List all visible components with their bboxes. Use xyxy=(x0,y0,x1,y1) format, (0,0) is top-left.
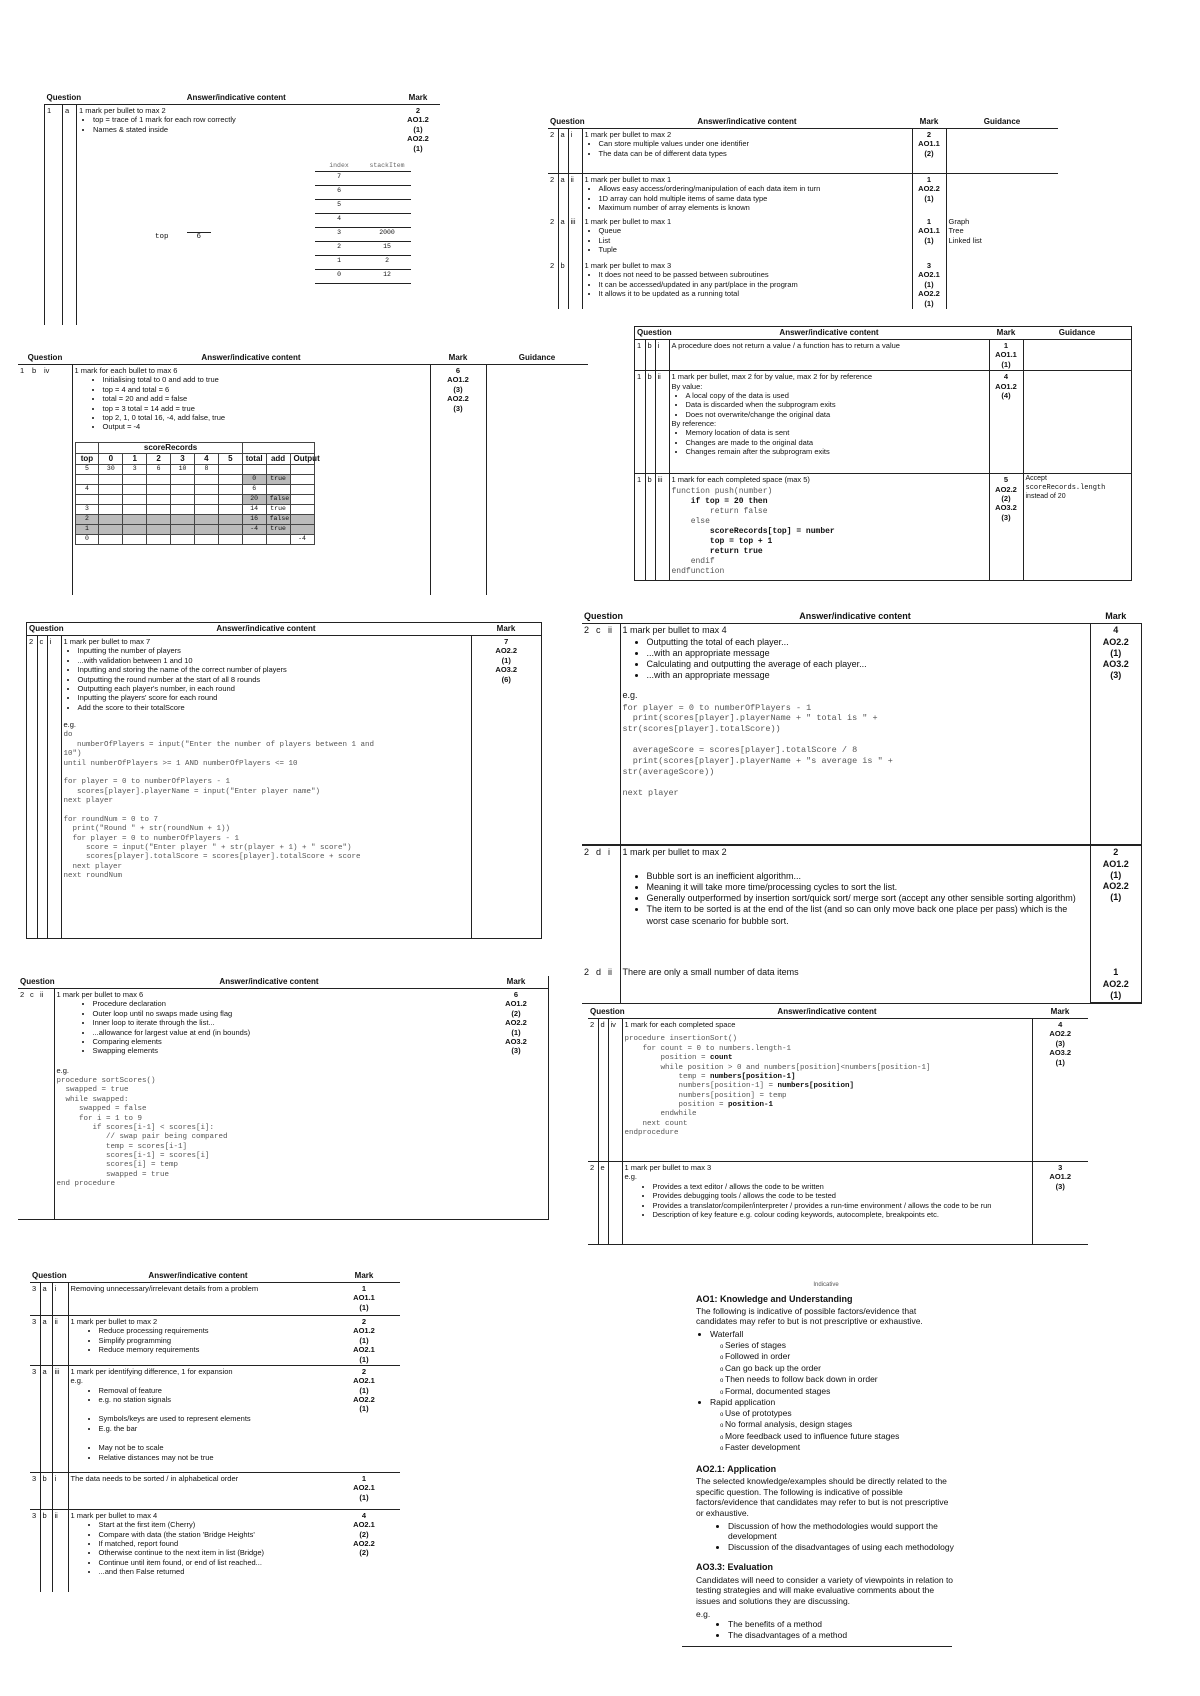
fragment-indicative: Indicative AO1: Knowledge and Understanding The following is indicative of possible factors/evidence that candidates may refer to but is not prescriptive or exhaustive. • Waterfall o Series of stages o Followed in order o Can go back up the order o Then needs to follow back down in order o Formal, documented stages • Rapid application o Use of prototypes o No formal analysis, design stages o More feedback used to influence future stages o Faster development AO2.1: Application The selected knowledge/examples should be directly related to the specific question. The following is indicative of possible factors/evidence that candidates may refer to but is not prescriptive or exhaustive. • Discussion of how the methodologies would support the development • Discussion of the disadvantages of using each methodology AO3.3: Evaluation Candidates will need to consider a variety of viewpoints in relation to testing strategies and will make evaluative comments about the issues and solutions they are discussing. e.g. • The benefits of a method • The disadvantages of a method xyxy=(696,1282,956,1647)
fragment-q1b: Question Answer/indicative content Mark Guidance 1 b i A procedure does not return a value / a function has to return a value 1 AO1.1 (1) 1 b ii 1 mark per bullet, max 2 for by value, max 2 for by reference By value: • A local copy of the data is used • Data is discarded when the subprogram exits • Does not overwrite/change the original data By reference: • Memory location of data is sent • Changes are made to the original data • Changes remain after the subprogram exits 4 AO1.2 (4) 1 b iii 1 mark for each completed space (max 5) function push(number) if top = 20 then return false else scoreRecords[top] = number top = top + 1 return true endif endfunction 5 AO2.2 (2) AO3.2 (3) Accept scoreRecords.length instead of 20 xyxy=(634,326,1132,581)
question-header: Question xyxy=(46,93,82,102)
row-2b: 2 b 1 mark per bullet to max 3 • It does not need to be passed between subroutines • It can be accessed/updated in any part/place in the program • It allows it to be updated as a running total 3 AO2.1 (1) AO2.2 (1) xyxy=(548,260,1058,309)
mark-header: Mark xyxy=(408,93,428,102)
row-2ai: 2 a i 1 mark per bullet to max 2 • Can store multiple values under one identifier • The data can be of different data types 2 AO1.1 (2) xyxy=(548,129,1058,174)
fragment-q1biv: Question Answer/indicative content Mark Guidance 1 b iv 1 mark for each bullet to max 6 • Initialising total to 0 and add to true • top = 4 and total = 6 • total = 20 and add = false • top = 3 total = 14 add = true • top 2, 1, 0 total 16, -4, add false, true • Output = -4 scoreRecords top 0 1 2 3 4 5 total add Output 5 30 3 6 10 8 0 true 4 6 20 false 3 14 true 2 16 false 1 -4 true 0 -4 6 AO1.2 (3) AO2.2 (3) xyxy=(18,352,588,595)
row-2aii: 2 a ii 1 mark per bullet to max 1 • Allows easy access/ordering/manipulation of each data item in turn • 1D array can hold multiple items of same data type • Maximum number of array elements is known 1 AO2.2 (1) xyxy=(548,174,1058,217)
row-2aiii: 2 a iii 1 mark per bullet to max 1 • Queue • List • Tuple 1 AO1.1 (1) Graph Tree Linked list xyxy=(548,216,1058,260)
stack-table: index stackItem 7 6 5 4 3 2000 2 15 1 2 0 12 xyxy=(315,161,411,284)
fragment-q2cii-q2d: Question Answer/indicative content Mark 2 c ii 1 mark per bullet to max 4 • Outputting the total of each player... • ...with an appropriate message • Calculating and outputting the average of each player... • ...with an appropriate message e.g. for player = 0 to numberOfPlayers - 1 print(scores[player].playerName + " total is " + str(scores[player].totalScore)) averageScore = scores[player].totalScore / 8 print(scores[player].playerName + "s average is " + str(averageScore)) next player 4 AO2.2 (1) AO3.2 (3) 2 d i 1 mark per bullet to max 2 • Bubble sort is an inefficient algorithm... • Meaning it will take more time/processing cycles to sort the list. • Generally outperformed by insertion sort/quick sort/ merge sort (accept any other sensible sorting algorithm) • The item to be sorted is at the end of the list (and so can only move back one place per pass) which is the worst case scenario for bubble sort. 2 AO1.2 (1) AO2.2 (1) 2 d ii There are only a small number of data items 1 AO2.2 (1) xyxy=(582,610,1142,1004)
fragment-q2cii-sort: Question Answer/indicative content Mark 2 c ii 1 mark per bullet to max 6 • Procedure declaration • Outer loop until no swaps made using flag • Inner loop to iterate through the list... • ...allowance for largest value at end (in bounds) • Comparing elements • Swapping elements e.g. procedure sortScores() swapped = true while swapped: swapped = false for i = 1 to 9 if scores[i-1] < scores[i]: // swap pair being compared temp = scores[i-1] scores[i-1] = scores[i] scores[i] = temp swapped = true end procedure 6 AO1.2 (2) AO2.2 (1) AO3.2 (3) xyxy=(18,976,549,1220)
fragment-q2div-q2e: Question Answer/indicative content Mark 2 d iv 1 mark for each completed space procedure insertionSort() for count = 0 to numbers.length-1 position = count while position > 0 and numbers[position]<numbers[position-1] temp = numbers[position-1] numbers[position-1] = numbers[position] numbers[position] = temp position = position-1 endwhile next count endprocedure 4 AO2.2 (3) AO3.2 (1) 2 e 1 mark per bullet to max 3 e.g. • Provides a text editor / allows the code to be written • Provides debugging tools / allows the code to be tested • Provides a translator/compiler/interpreter / provides a run-time environment / allows the code to be run • Description of key feature e.g. colour coding keywords, autocomplete, breakpoints etc. 3 AO1.2 (3) xyxy=(588,1006,1088,1245)
fragment-q2ci: Question Answer/indicative content Mark 2 c i 1 mark per bullet to max 7 • Inputting the number of players • ...with validation between 1 and 10 • Inputting and storing the name of the correct number of players • Outputting the round number at the start of all 8 rounds • Outputting each player's number, in each round • Inputting the players' score for each round • Add the score to their totalScore e.g. do numberOfPlayers = input("Enter the number of players between 1 and 10") until numberOfPlayers >= 1 AND numberOfPlayers <= 10 for player = 0 to numberOfPlayers - 1 scores[player].playerName = input("Enter player name") next player for roundNum = 0 to 7 print("Round " + str(roundNum + 1)) for player = 0 to numberOfPlayers - 1 score = input("Enter player " + str(player + 1) + " score") scores[player].totalScore = scores[player].totalScore + score next player next roundNum 7 AO2.2 (1) AO3.2 (6) xyxy=(26,622,542,939)
trace-table: scoreRecords top 0 1 2 3 4 5 total add Output 5 30 3 6 10 8 0 true 4 6 20 false 3 14 true 2 16 false 1 -4 true 0 -4 xyxy=(75,442,315,545)
answer-header: Answer/indicative content xyxy=(186,93,286,102)
fragment-q2a: Question Answer/indicative content Mark Guidance 2 a i 1 mark per bullet to max 2 • Can store multiple values under one identifier • The data can be of different data types 2 AO1.1 (2) 2 a ii 1 mark per bullet to max 1 • Allows easy access/ordering/manipulation of each data item in turn • 1D array can hold multiple items of same data type • Maximum number of array elements is known 1 AO2.2 (1) 2 a iii 1 mark per bullet to max 1 • Queue • List • Tuple 1 AO1.1 (1) Graph Tree Linked list 2 b 1 mark per bullet to max 3 • It does not need to be passed between subroutines • It can be accessed/updated in any part/place in the program • It allows it to be updated as a running total 3 AO2.1 (1) AO2.2 (1) xyxy=(548,116,1058,309)
fragment-q3: Question Answer/indicative content Mark 3 a i Removing unnecessary/irrelevant details from a problem 1 AO1.1 (1) 3 a ii 1 mark per bullet to max 2 • Reduce processing requirements • Simplify programming • Reduce memory requirements 2 AO1.2 (1) AO2.1 (1) 3 a iii 1 mark per identifying difference, 1 for expansion e.g. • Removal of feature • e.g. no station signals • Symbols/keys are used to represent elements • E.g. the bar • May not be to scale • Relative distances may not be true 2 AO2.1 (1) AO2.2 (1) 3 b i The data needs to be sorted / in alphabetical order 1 AO2.1 (1) 3 b ii 1 mark per bullet to max 4 • Start at the first item (Cherry) • Compare with data (the station 'Bridge Heights' • If matched, report found • Otherwise continue to the next item in list (Bridge) • Continue until item found, or end of list reached... • ...and then False returned 4 AO2.1 (2) AO2.2 (2) xyxy=(30,1270,400,1592)
top-pointer: top 6 xyxy=(155,233,211,242)
fragment-q1a: Question Answer/indicative content Mark 1 a 1 mark per bullet to max 2 • top = trace of 1 mark for each row correctly • Names & stated inside top 6 index stackItem 7 6 5 4 3 2000 2 15 1 2 0 12 2 AO1.2 (1) AO2.2 (1) xyxy=(44,92,440,322)
